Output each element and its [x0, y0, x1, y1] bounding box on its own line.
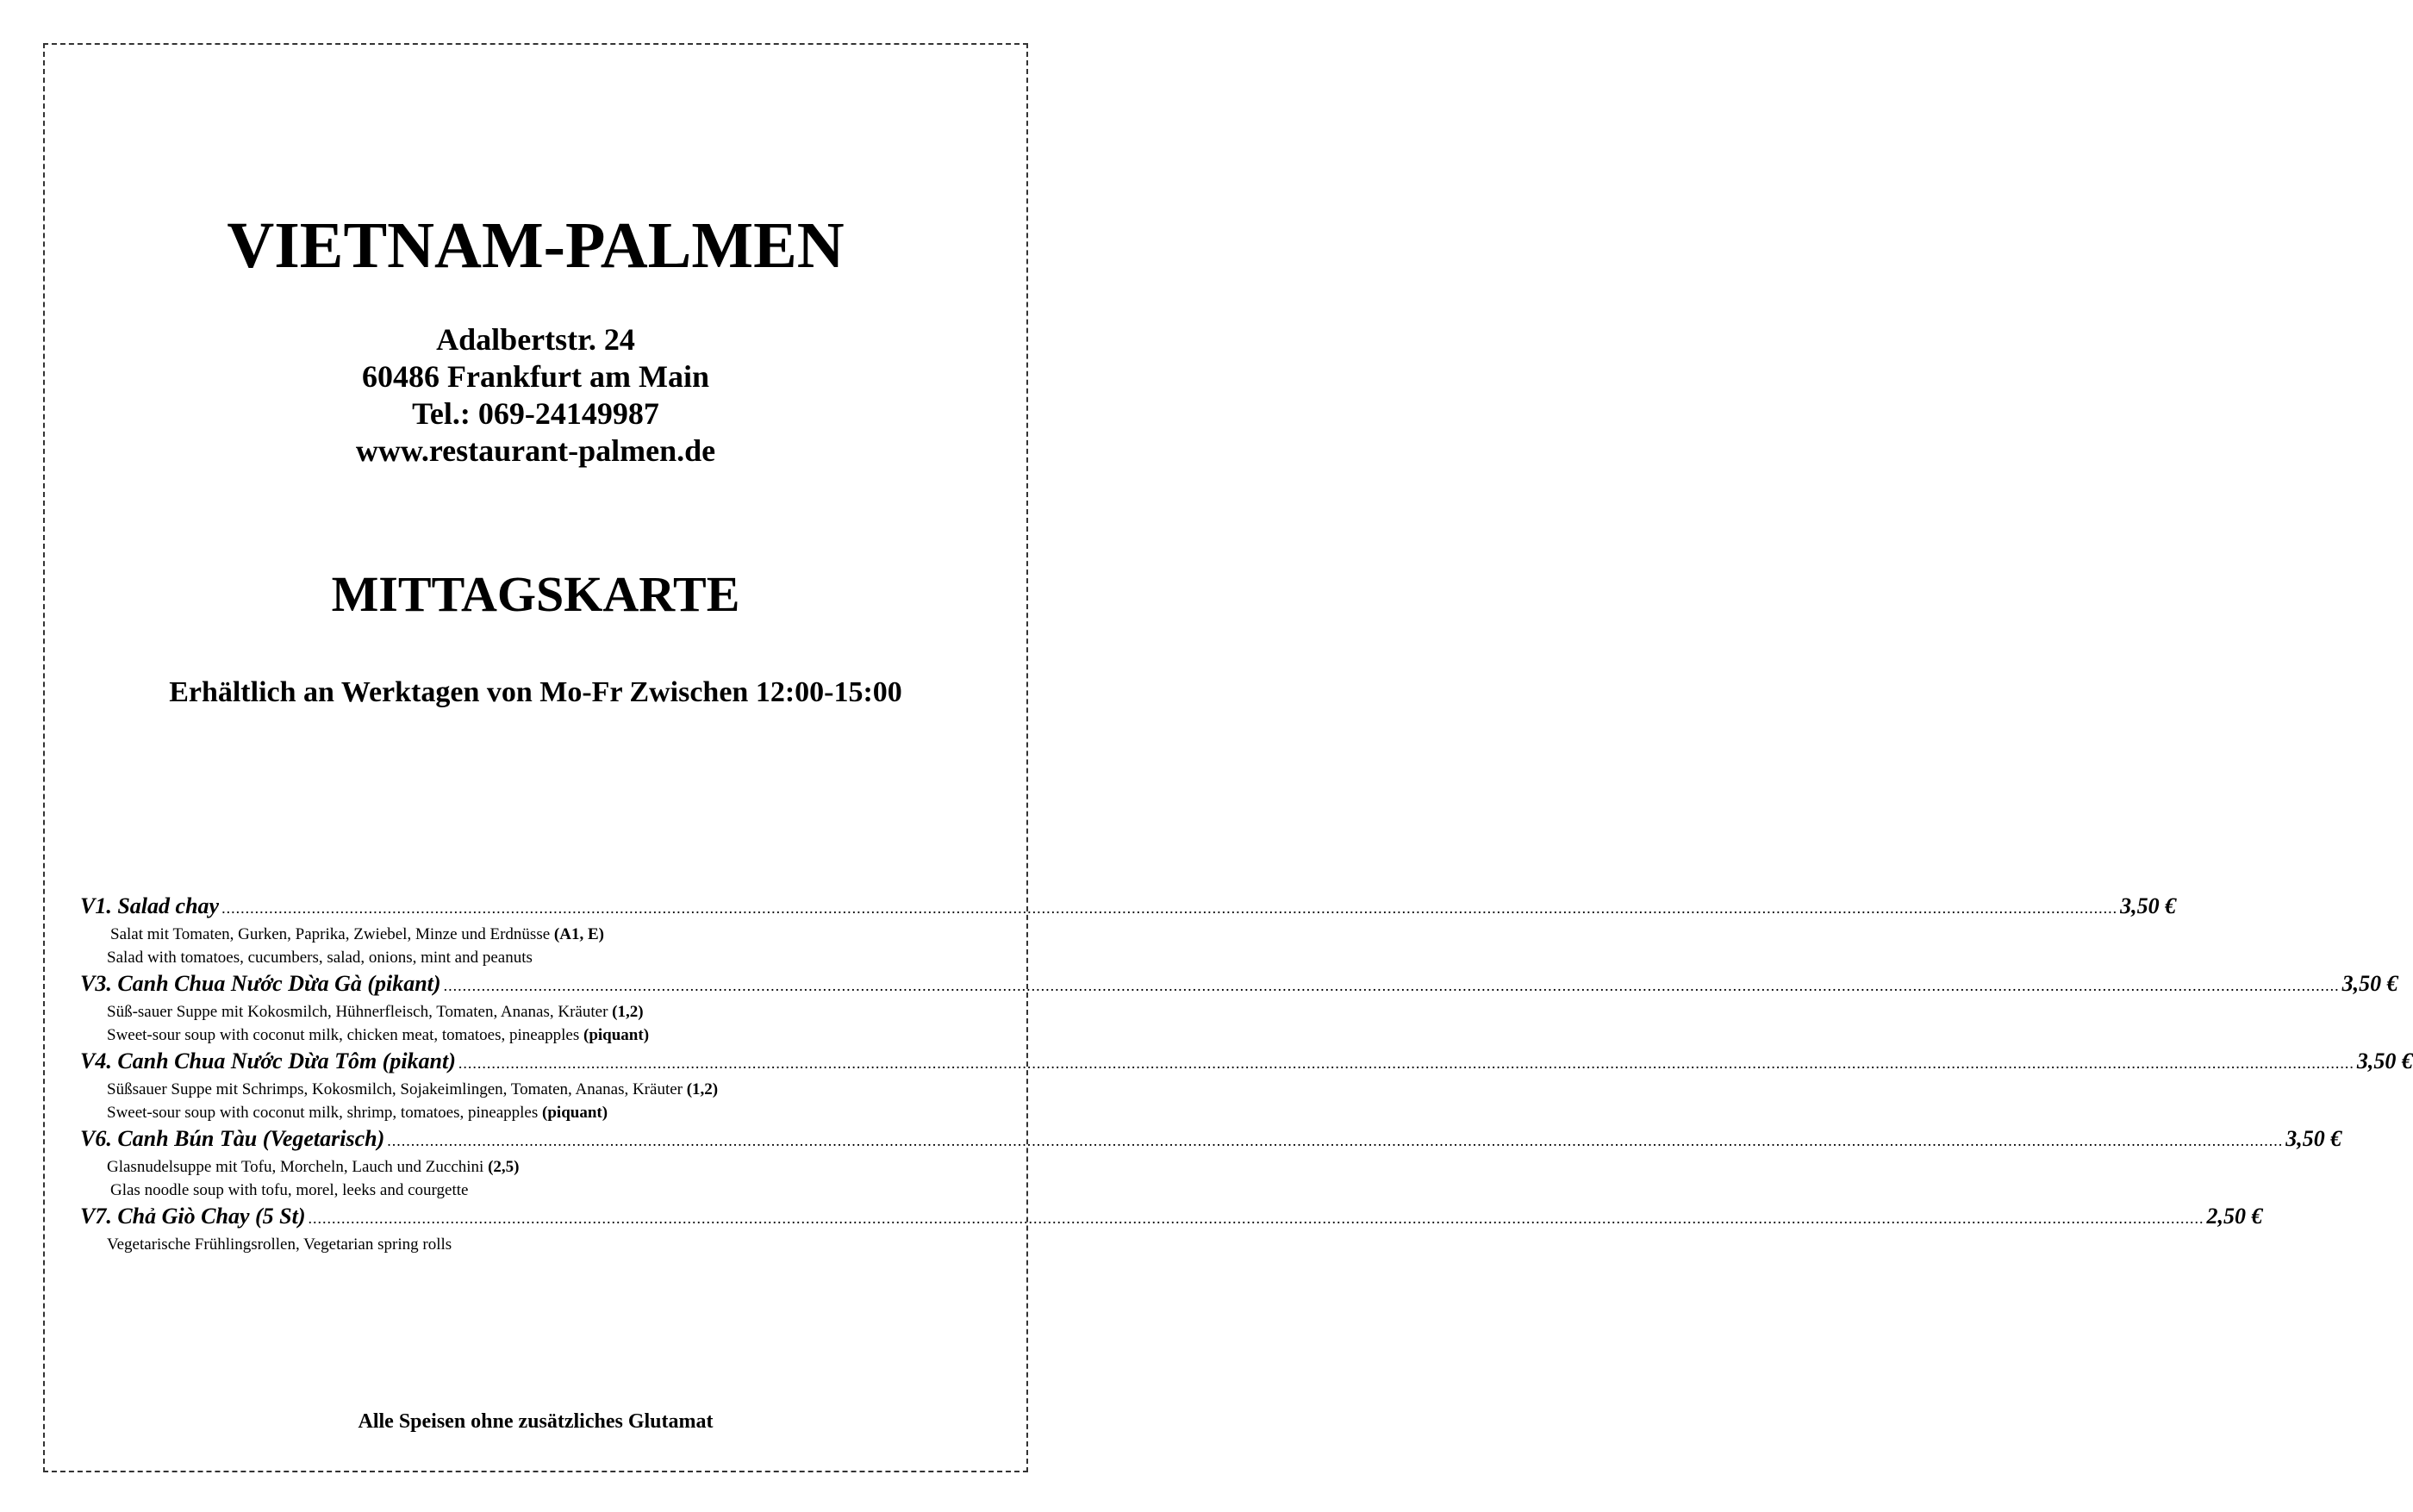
- menu-item-heading: [80, 1047, 2413, 1078]
- menu-item-price: 3,50 €: [2285, 1126, 2342, 1151]
- menu-item: [80, 1124, 2342, 1202]
- spice-note: (piquant): [583, 1026, 650, 1044]
- phone-number: Tel.: 069-24149987: [412, 396, 659, 431]
- dot-leader: ................................................................................................................................................................................................................................................................................................................................................................................................................: [387, 1132, 2284, 1149]
- address-street: Adalbertstr. 24: [436, 322, 635, 357]
- dot-leader: ................................................................................................................................................................................................................................................................................................................................................................................................................: [458, 1055, 2354, 1072]
- menu-item-name: V7. Chả Giò Chay (5 St): [80, 1204, 306, 1229]
- contact-block: [43, 321, 1028, 470]
- menu-item: [80, 1202, 2263, 1256]
- menu-item-description-de: Glasnudelsuppe mit Tofu, Morcheln, Lauch und Zucchini (2,5): [107, 1158, 520, 1176]
- menu-item: [80, 969, 2398, 1047]
- menu-item-description-en: Sweet-sour soup with coconut milk, shrimp, tomatoes, pineapples (piquant): [107, 1104, 608, 1122]
- availability-note: Erhältlich an Werktagen von Mo-Fr Zwischen 12:00-15:00: [169, 676, 902, 708]
- menu-item-description-en: Glas noodle soup with tofu, morel, leeks and courgette: [110, 1181, 469, 1199]
- website: www.restaurant-palmen.de: [355, 433, 716, 468]
- menu-item-name: V3. Canh Chua Nước Dừa Gà (pikant): [80, 971, 441, 996]
- menu-item-heading: [80, 969, 2398, 1000]
- allergen-code: (1,2): [686, 1080, 719, 1098]
- menu-item-description: Vegetarische Frühlingsrollen, Vegetarian spring rolls: [107, 1235, 452, 1254]
- allergen-code: (2,5): [488, 1158, 520, 1176]
- spice-note: (piquant): [542, 1104, 608, 1122]
- footer-note: Alle Speisen ohne zusätzliches Glutamat: [358, 1410, 714, 1433]
- menu-item-heading: [80, 1202, 2263, 1233]
- allergen-code: (A1, E): [553, 925, 604, 943]
- menu-item-description-en: Sweet-sour soup with coconut milk, chicken meat, tomatoes, pineapples (piquant): [107, 1026, 650, 1044]
- menu-item-description-de: Salat mit Tomaten, Gurken, Paprika, Zwiebel, Minze und Erdnüsse (A1, E): [110, 925, 604, 943]
- allergen-code: (1,2): [612, 1003, 644, 1021]
- menu-item-name: V1. Salad chay: [80, 893, 220, 918]
- menu-item-name: V4. Canh Chua Nước Dừa Tôm (pikant): [80, 1048, 456, 1073]
- dot-leader: ................................................................................................................................................................................................................................................................................................................................................................................................................: [308, 1210, 2204, 1227]
- menu-item-description-de: Süßsauer Suppe mit Schrimps, Kokosmilch, Sojakeimlingen, Tomaten, Ananas, Kräuter (1,2): [107, 1080, 719, 1098]
- restaurant-name: VIETNAM-PALMEN: [227, 209, 845, 282]
- address-city: 60486 Frankfurt am Main: [362, 359, 709, 394]
- menu-item: [80, 1047, 2413, 1124]
- dot-leader: ................................................................................................................................................................................................................................................................................................................................................................................................................: [443, 977, 2340, 994]
- menu-item-price: 2,50 €: [2206, 1204, 2263, 1229]
- menu-item: [80, 892, 2177, 969]
- dot-leader: ................................................................................................................................................................................................................................................................................................................................................................................................................: [221, 899, 2118, 917]
- menu-item-price: 3,50 €: [2341, 971, 2398, 996]
- menu-item-price: 3,50 €: [2356, 1048, 2413, 1073]
- menu-item-name: V6. Canh Bún Tàu (Vegetarisch): [80, 1126, 385, 1151]
- menu-title: MITTAGSKARTE: [331, 566, 740, 622]
- menu-item-price: 3,50 €: [2120, 893, 2177, 918]
- menu-list: [80, 892, 2413, 1256]
- menu-item-heading: [80, 892, 2177, 923]
- menu-item-description-en: Salad with tomatoes, cucumbers, salad, onions, mint and peanuts: [107, 949, 533, 967]
- menu-item-heading: [80, 1124, 2342, 1155]
- menu-item-description-de: Süß-sauer Suppe mit Kokosmilch, Hühnerfleisch, Tomaten, Ananas, Kräuter (1,2): [107, 1003, 644, 1021]
